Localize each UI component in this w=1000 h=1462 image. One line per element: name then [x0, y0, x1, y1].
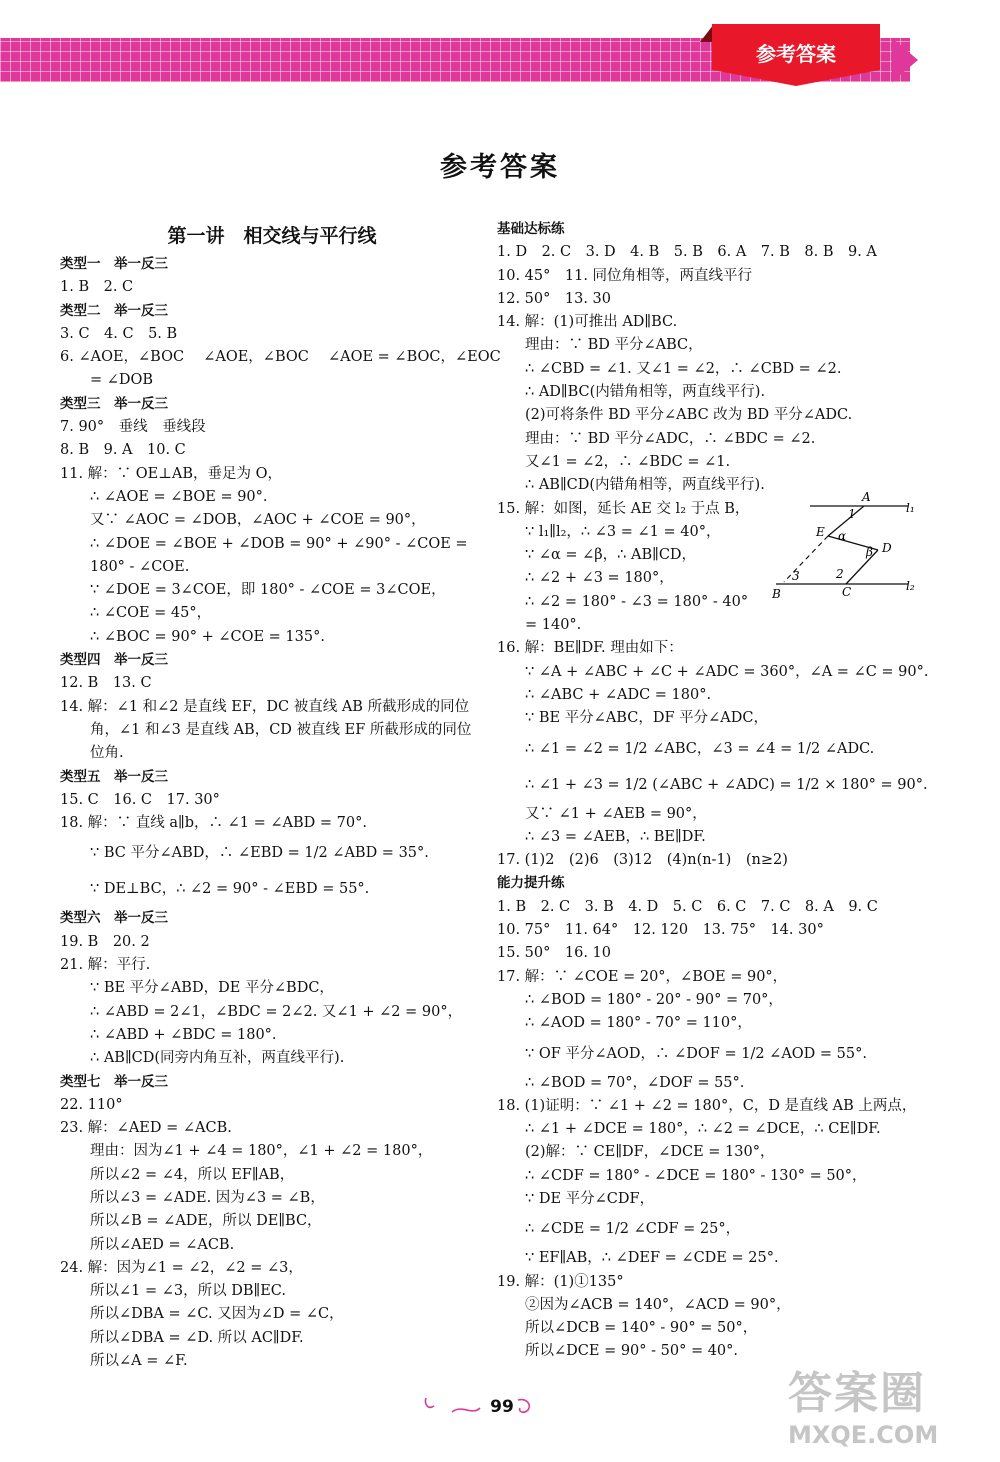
answer-line: ∴ ∠1 + ∠3 = 1/2 (∠ABC + ∠ADC) = 1/2 × 180° = 90°. — [525, 776, 928, 793]
answer-line: ∴ ∠ABD + ∠BDC = 180°. — [90, 1026, 277, 1043]
answer-line: 3. C 4. C 5. B — [60, 325, 178, 342]
label-B: B — [772, 587, 781, 600]
answer-line: 15. 解：如图，延长 AE 交 l₂ 于点 B， — [497, 500, 750, 517]
answer-line: 23. 解：∠AED = ∠ACB. — [60, 1120, 232, 1137]
answer-line: (2)解：∵ CE∥DF，∠DCE = 130°， — [525, 1144, 775, 1161]
section-heading: 类型六 举一反三 — [60, 910, 168, 927]
answer-line: 17. (1)2 (2)6 (3)12 (4)n(n-1) (n≥2) — [497, 852, 788, 869]
watermark-logo: 答案圈 — [788, 1368, 926, 1419]
answer-line: 11. 解：∵ OE⊥AB，垂足为 O， — [60, 465, 283, 482]
answer-line: ∵ OF 平分∠AOD，∴ ∠DOF = 1/2 ∠AOD = 55°. — [525, 1045, 867, 1062]
answer-line: 1. B 2. C 3. B 4. D 5. C 6. C 7. C 8. A 9. C — [497, 898, 878, 915]
answer-line: 角，∠1 和∠3 是直线 AB，CD 被直线 EF 所截形成的同位 — [90, 721, 472, 738]
answer-line: ∴ ∠AOD = 180° - 70° = 110°， — [525, 1015, 752, 1032]
answer-line: 12. B 13. C — [60, 675, 152, 692]
answer-line: 19. 解：(1)①135° — [497, 1273, 624, 1290]
answer-line: ∴ ∠1 = ∠2 = 1/2 ∠ABC，∠3 = ∠4 = 1/2 ∠ADC. — [525, 740, 875, 757]
answer-line: ∵ EF∥AB，∴ ∠DEF = ∠CDE = 25°. — [525, 1250, 779, 1267]
answer-line: 所以∠DBA = ∠D. 所以 AC∥DF. — [90, 1329, 304, 1346]
section-heading: 基础达标练 — [497, 221, 565, 237]
answer-line: ∴ ∠CDF = 180° - ∠DCE = 180° - 130° = 50°， — [525, 1167, 867, 1184]
segment-EB-dashed — [784, 536, 828, 582]
section-heading: 类型二 举一反三 — [60, 302, 168, 319]
answer-line: ∴ AD∥BC(内错角相等，两直线平行). — [525, 384, 766, 401]
answer-line: 位角. — [90, 745, 124, 762]
answer-line: 6. ∠AOE，∠BOC ∠AOE，∠BOC ∠AOE = ∠BOC，∠EOC — [60, 349, 501, 366]
answer-line: ∴ ∠BOC = 90° + ∠COE = 135°. — [90, 628, 325, 645]
answer-line: 所以∠A = ∠F. — [90, 1353, 188, 1370]
answer-line: ∵ ∠A + ∠ABC + ∠C + ∠ADC = 360°，∠A = ∠C = 90°. — [525, 663, 929, 680]
answer-line: 所以∠AED = ∠ACB. — [90, 1236, 235, 1253]
answer-line: 17. 解：∵ ∠COE = 20°，∠BOE = 90°， — [497, 968, 788, 985]
answer-line: 又∵ ∠AOC = ∠DOB，∠AOC + ∠COE = 90°， — [90, 512, 426, 529]
label-1: 1 — [848, 507, 856, 521]
answer-line: ∴ ∠DOE = ∠BOE + ∠DOB = 90° + ∠90° - ∠COE = — [90, 535, 468, 552]
answer-line: ∵ l₁∥l₂，∴ ∠3 = ∠1 = 40°， — [525, 523, 721, 540]
section-heading: 类型一 举一反三 — [60, 256, 168, 272]
answer-line: (2)可将条件 BD 平分∠ABC 改为 BD 平分∠ADC. — [525, 407, 853, 424]
answer-line: ∴ ∠COE = 45°， — [90, 605, 212, 622]
answer-line: 18. 解：∵ 直线 a∥b，∴ ∠1 = ∠ABD = 70°. — [60, 815, 367, 832]
answer-line: = 140°. — [525, 617, 582, 634]
label-l1: l₁ — [906, 501, 915, 515]
label-alpha: α — [838, 529, 847, 543]
answer-line: 12. 50° 13. 30 — [497, 290, 611, 307]
section-heading: 类型七 举一反三 — [60, 1073, 168, 1090]
answer-line: ∵ BE 平分∠ABC，DF 平分∠ADC， — [525, 710, 768, 727]
answer-line: 7. 90° 垂线 垂线段 — [60, 419, 206, 436]
chapter-title: 第一讲 相交线与平行线 — [167, 225, 377, 247]
answer-line: ∴ ∠CDE = 1/2 ∠CDF = 25°， — [525, 1221, 741, 1238]
answer-line: 18. (1)证明：∵ ∠1 + ∠2 = 180°，C，D 是直线 AB 上两点， — [497, 1097, 917, 1114]
section-heading: 类型四 举一反三 — [60, 652, 168, 669]
answer-line: 所以∠DCB = 140° - 90° = 50°， — [525, 1320, 758, 1337]
answer-line: 所以∠2 = ∠4，所以 EF∥AB， — [90, 1166, 295, 1183]
label-2: 2 — [836, 567, 844, 581]
answer-line: 所以∠B = ∠ADE，所以 DE∥BC， — [90, 1213, 322, 1230]
answer-line: 14. 解：(1)可推出 AD∥BC. — [497, 314, 678, 331]
answer-line: ∴ AB∥CD(同旁内角互补，两直线平行). — [90, 1050, 345, 1067]
answer-line: ②因为∠ACB = 140°，∠ACD = 90°， — [525, 1296, 791, 1313]
answer-line: 又∵ ∠1 + ∠AEB = 90°， — [525, 805, 707, 822]
answer-line: ∵ BC 平分∠ABD，∴ ∠EBD = 1/2 ∠ABD = 35°. — [90, 845, 429, 862]
answer-line: ∵ BE 平分∠ABD，DE 平分∠BDC， — [90, 980, 334, 997]
segment-DC — [846, 550, 878, 584]
answer-line: = ∠DOB — [90, 372, 154, 389]
answer-line: 19. B 20. 2 — [60, 933, 150, 950]
section-heading: 能力提升练 — [497, 875, 565, 892]
answer-line: 1. B 2. C — [60, 279, 134, 296]
label-D: D — [882, 541, 892, 555]
answer-line: ∵ ∠α = ∠β，∴ AB∥CD， — [525, 547, 697, 564]
answer-line: 理由：因为∠1 + ∠4 = 180°，∠1 + ∠2 = 180°， — [90, 1143, 433, 1160]
answer-line: 10. 45° 11. 同位角相等，两直线平行 — [497, 267, 753, 284]
answer-line: 理由：∵ BD 平分∠ADC，∴ ∠BDC = ∠2. — [525, 430, 816, 447]
answer-line: 24. 解：因为∠1 = ∠2，∠2 = ∠3， — [60, 1259, 303, 1276]
section-heading: 类型三 举一反三 — [60, 395, 168, 412]
right-column — [497, 218, 929, 1364]
label-C: C — [842, 585, 852, 599]
answer-line: ∴ ∠AOE = ∠BOE = 90°. — [90, 488, 268, 505]
answer-line: ∴ ∠BOD = 180° - 20° - 90° = 70°， — [525, 991, 783, 1008]
watermark-url: MXQE.COM — [788, 1421, 939, 1449]
answer-line: 10. 75° 11. 64° 12. 120 13. 75° 14. 30° — [497, 922, 824, 939]
label-beta: β — [866, 545, 873, 559]
answer-line: ∴ ∠ABD = 2∠1，∠BDC = 2∠2. 又∠1 + ∠2 = 90°， — [90, 1003, 463, 1020]
answer-line: ∵ ∠DOE = 3∠COE，即 180° - ∠COE = 3∠COE， — [90, 582, 446, 599]
page-number: 99 — [490, 1397, 514, 1417]
answer-line: 15. C 16. C 17. 30° — [60, 791, 220, 808]
answer-line: ∴ ∠2 + ∠3 = 180°， — [525, 570, 674, 587]
label-E: E — [816, 525, 825, 539]
answer-line: 又∠1 = ∠2，∴ ∠BDC = ∠1. — [525, 453, 731, 470]
header-tag-label: 参考答案 — [756, 42, 836, 66]
page-title: 参考答案 — [440, 152, 560, 183]
left-column — [60, 221, 501, 1373]
answer-line: ∴ ∠1 + ∠DCE = 180°，∴ ∠2 = ∠DCE，∴ CE∥DF. — [525, 1121, 881, 1138]
answer-line: 理由：∵ BD 平分∠ABC， — [525, 337, 703, 354]
label-l2: l₂ — [906, 579, 915, 593]
answer-line: ∴ ∠CBD = ∠1. 又∠1 = ∠2，∴ ∠CBD = ∠2. — [525, 360, 842, 377]
answer-line: ∴ ∠BOD = 70°，∠DOF = 55°. — [525, 1074, 745, 1091]
answer-line: 22. 110° — [60, 1096, 123, 1113]
geometry-figure — [770, 488, 920, 600]
answer-line: 所以∠DCE = 90° - 50° = 40°. — [525, 1343, 739, 1360]
answer-line: 1. D 2. C 3. D 4. B 5. B 6. A 7. B 8. B 9. A — [497, 244, 877, 261]
watermark — [788, 1366, 978, 1456]
answer-line: 所以∠3 = ∠ADE. 因为∠3 = ∠B， — [90, 1189, 325, 1206]
label-3: 3 — [792, 569, 800, 583]
answer-line: ∴ ∠2 = 180° - ∠3 = 180° - 40° — [525, 593, 749, 610]
answer-line: 16. 解：BE∥DF. 理由如下： — [497, 640, 683, 657]
answer-line: ∴ AB∥CD(内错角相等，两直线平行). — [525, 477, 765, 494]
section-heading: 类型五 举一反三 — [60, 768, 168, 785]
answer-line: 所以∠DBA = ∠C. 又因为∠D = ∠C， — [90, 1306, 344, 1323]
answer-line: 14. 解：∠1 和∠2 是直线 EF，DC 被直线 AB 所截形成的同位 — [60, 698, 470, 715]
answer-line: ∴ ∠3 = ∠AEB，∴ BE∥DF. — [525, 828, 706, 845]
answer-line: 21. 解：平行. — [60, 957, 151, 974]
answer-line: 所以∠1 = ∠3，所以 DB∥EC. — [90, 1283, 286, 1300]
label-A: A — [862, 490, 871, 504]
answer-line: ∴ ∠ABC + ∠ADC = 180°. — [525, 686, 712, 703]
answer-line: 8. B 9. A 10. C — [60, 442, 186, 459]
answer-line: ∵ DE⊥BC，∴ ∠2 = 90° - ∠EBD = 55°. — [90, 881, 370, 898]
answer-line: ∵ DE 平分∠CDF， — [525, 1190, 655, 1207]
answer-line: 15. 50° 16. 10 — [497, 945, 611, 962]
answer-line: 180° - ∠COE. — [90, 558, 190, 575]
